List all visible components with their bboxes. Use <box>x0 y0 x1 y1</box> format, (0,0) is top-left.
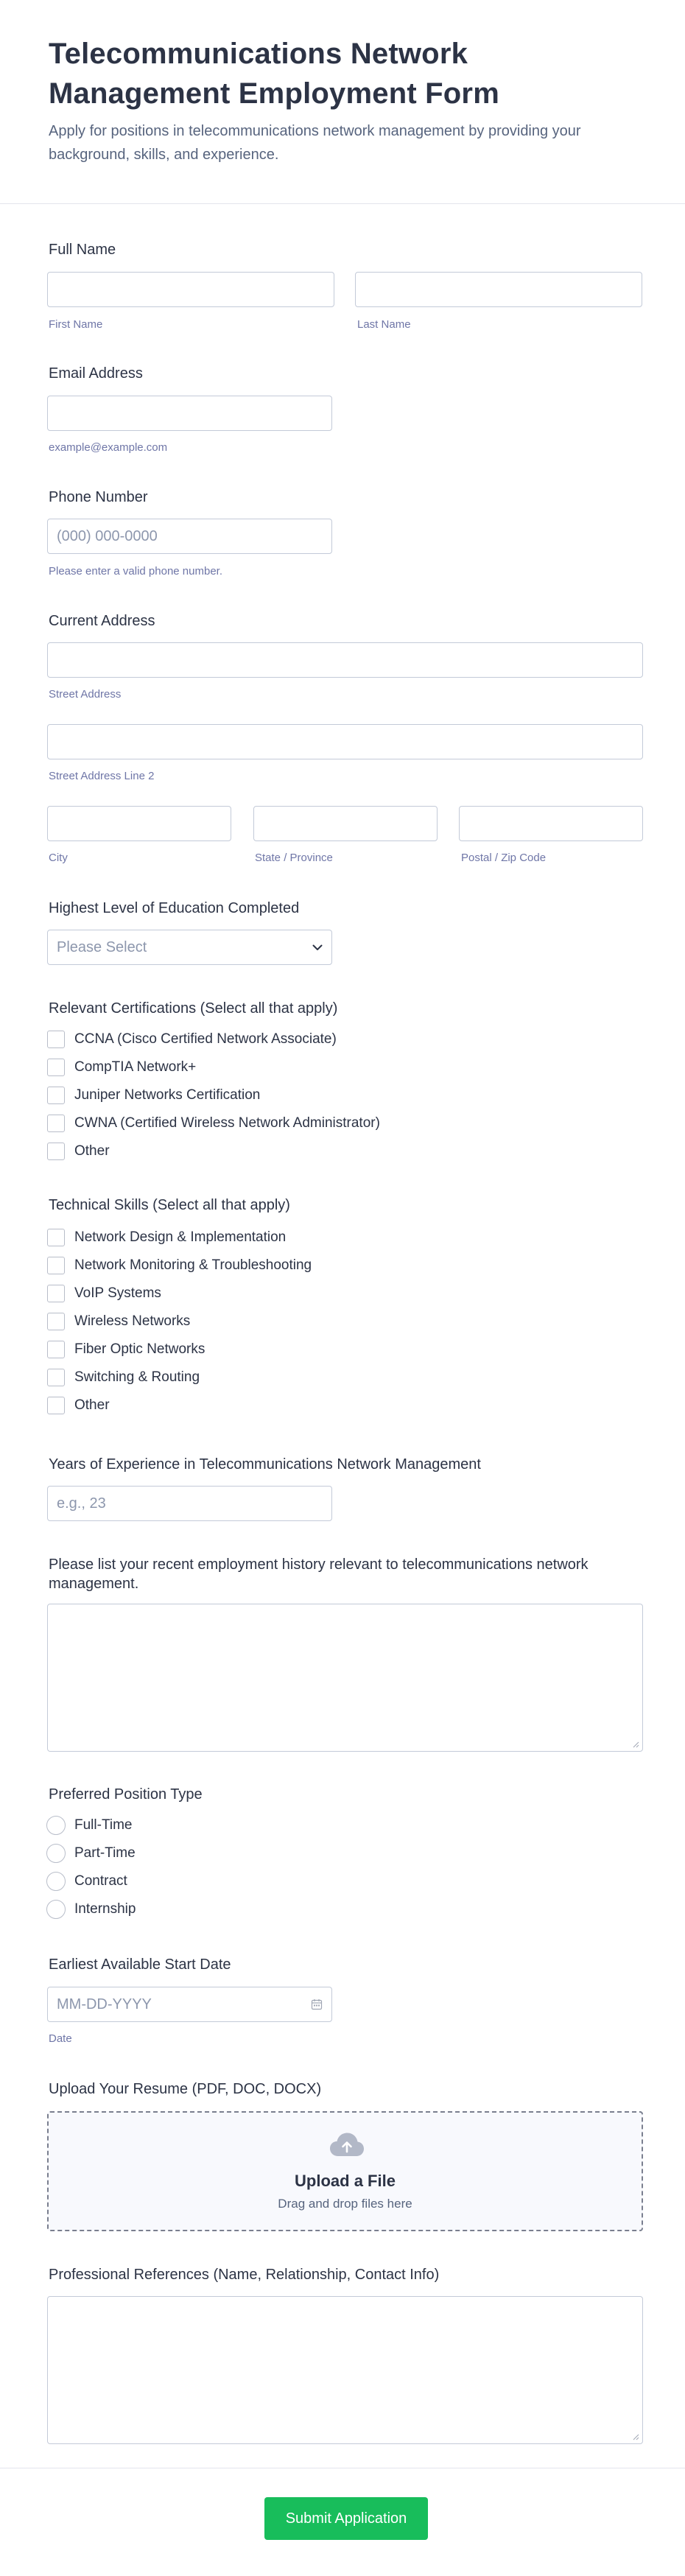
education-select[interactable] <box>47 930 332 965</box>
header-divider <box>0 203 685 204</box>
start-date-input[interactable] <box>47 1987 332 2022</box>
radio-full-time-label: Full-Time <box>74 1817 133 1833</box>
checkbox-voip[interactable] <box>47 1285 65 1302</box>
last-name-input[interactable] <box>355 272 642 307</box>
resume-upload-area[interactable] <box>47 2111 643 2231</box>
checkbox-network-design-label: Network Design & Implementation <box>74 1229 287 1245</box>
experience-label: Years of Experience in Telecommunications Network Management <box>49 1456 481 1473</box>
street-address-line2-input[interactable] <box>47 724 643 759</box>
street-address-sublabel: Street Address <box>49 688 122 701</box>
email-sublabel: example@example.com <box>49 441 168 454</box>
experience-input[interactable] <box>47 1486 332 1521</box>
phone-input[interactable] <box>47 519 332 554</box>
checkbox-wireless[interactable] <box>47 1313 65 1330</box>
phone-label: Phone Number <box>49 489 148 505</box>
checkbox-network-design[interactable] <box>47 1229 65 1246</box>
checkbox-cwna-label: CWNA (Certified Wireless Network Administrator) <box>74 1115 380 1131</box>
last-name-sublabel: Last Name <box>357 318 411 331</box>
history-textarea[interactable] <box>47 1604 643 1752</box>
checkbox-juniper[interactable] <box>47 1087 65 1104</box>
checkbox-ccna[interactable] <box>47 1031 65 1048</box>
education-label: Highest Level of Education Completed <box>49 900 300 916</box>
resize-handle-icon[interactable] <box>632 2433 639 2440</box>
resize-handle-icon[interactable] <box>632 1741 639 1748</box>
checkbox-fiber-optic[interactable] <box>47 1341 65 1358</box>
email-field[interactable] <box>47 396 332 431</box>
cloud-upload-icon <box>329 2132 365 2161</box>
checkbox-fiber-optic-label: Fiber Optic Networks <box>74 1341 206 1357</box>
state-sublabel: State / Province <box>255 852 333 864</box>
upload-hint: Drag and drop files here <box>278 2197 412 2211</box>
checkbox-switching-routing-label: Switching & Routing <box>74 1369 200 1385</box>
history-label: Please list your recent employment history relevant to telecommunications network management. <box>49 1557 589 1592</box>
skills-label: Technical Skills (Select all that apply) <box>49 1197 290 1213</box>
checkbox-ccna-label: CCNA (Cisco Certified Network Associate) <box>74 1031 337 1047</box>
checkbox-network-monitoring-label: Network Monitoring & Troubleshooting <box>74 1257 312 1273</box>
education-selected-value: Please Select <box>57 938 147 955</box>
checkbox-network-monitoring[interactable] <box>47 1257 65 1274</box>
checkbox-skill-other[interactable] <box>47 1397 65 1414</box>
radio-internship[interactable] <box>46 1900 66 1919</box>
start-date-placeholder: MM-DD-YYYY <box>57 1996 152 2012</box>
upload-title: Upload a File <box>295 2172 396 2190</box>
checkbox-juniper-label: Juniper Networks Certification <box>74 1087 261 1103</box>
zip-sublabel: Postal / Zip Code <box>461 852 547 864</box>
radio-full-time[interactable] <box>46 1816 66 1835</box>
checkbox-cert-other-label: Other <box>74 1143 110 1159</box>
radio-contract[interactable] <box>46 1872 66 1891</box>
address-label: Current Address <box>49 613 155 629</box>
radio-contract-label: Contract <box>74 1873 127 1889</box>
position-label: Preferred Position Type <box>49 1786 203 1803</box>
street-address-line2-sublabel: Street Address Line 2 <box>49 770 155 782</box>
start-date-label: Earliest Available Start Date <box>49 1956 231 1973</box>
full-name-label: Full Name <box>49 242 116 258</box>
first-name-input[interactable] <box>47 272 334 307</box>
chevron-down-icon <box>312 944 323 951</box>
first-name-sublabel: First Name <box>49 318 103 331</box>
calendar-icon[interactable] <box>311 1998 323 2010</box>
radio-part-time[interactable] <box>46 1844 66 1863</box>
form-subtitle: Apply for positions in telecommunications network management by providing your background, skills, and experience. <box>49 123 581 163</box>
checkbox-comptia[interactable] <box>47 1059 65 1076</box>
phone-sublabel: Please enter a valid phone number. <box>49 565 222 578</box>
start-date-sublabel: Date <box>49 2032 72 2045</box>
resume-label: Upload Your Resume (PDF, DOC, DOCX) <box>49 2081 322 2097</box>
submit-application-button[interactable]: Submit Application <box>264 2497 428 2540</box>
radio-internship-label: Internship <box>74 1901 136 1917</box>
form-title: Telecommunications Network Management Employment Form <box>49 38 499 110</box>
checkbox-skill-other-label: Other <box>74 1397 110 1413</box>
phone-placeholder: (000) 000-0000 <box>57 527 158 544</box>
references-label: Professional References (Name, Relationship, Contact Info) <box>49 2267 440 2283</box>
certifications-label: Relevant Certifications (Select all that apply) <box>49 1000 338 1017</box>
radio-part-time-label: Part-Time <box>74 1845 136 1861</box>
checkbox-voip-label: VoIP Systems <box>74 1285 161 1301</box>
references-textarea[interactable] <box>47 2296 643 2444</box>
checkbox-cert-other[interactable] <box>47 1143 65 1160</box>
checkbox-wireless-label: Wireless Networks <box>74 1313 191 1329</box>
street-address-input[interactable] <box>47 642 643 678</box>
city-input[interactable] <box>47 806 231 841</box>
checkbox-switching-routing[interactable] <box>47 1369 65 1386</box>
checkbox-comptia-label: CompTIA Network+ <box>74 1059 197 1075</box>
state-input[interactable] <box>253 806 438 841</box>
zip-input[interactable] <box>459 806 643 841</box>
checkbox-cwna[interactable] <box>47 1115 65 1132</box>
experience-placeholder: e.g., 23 <box>57 1495 106 1512</box>
email-label: Email Address <box>49 365 143 382</box>
city-sublabel: City <box>49 852 68 864</box>
